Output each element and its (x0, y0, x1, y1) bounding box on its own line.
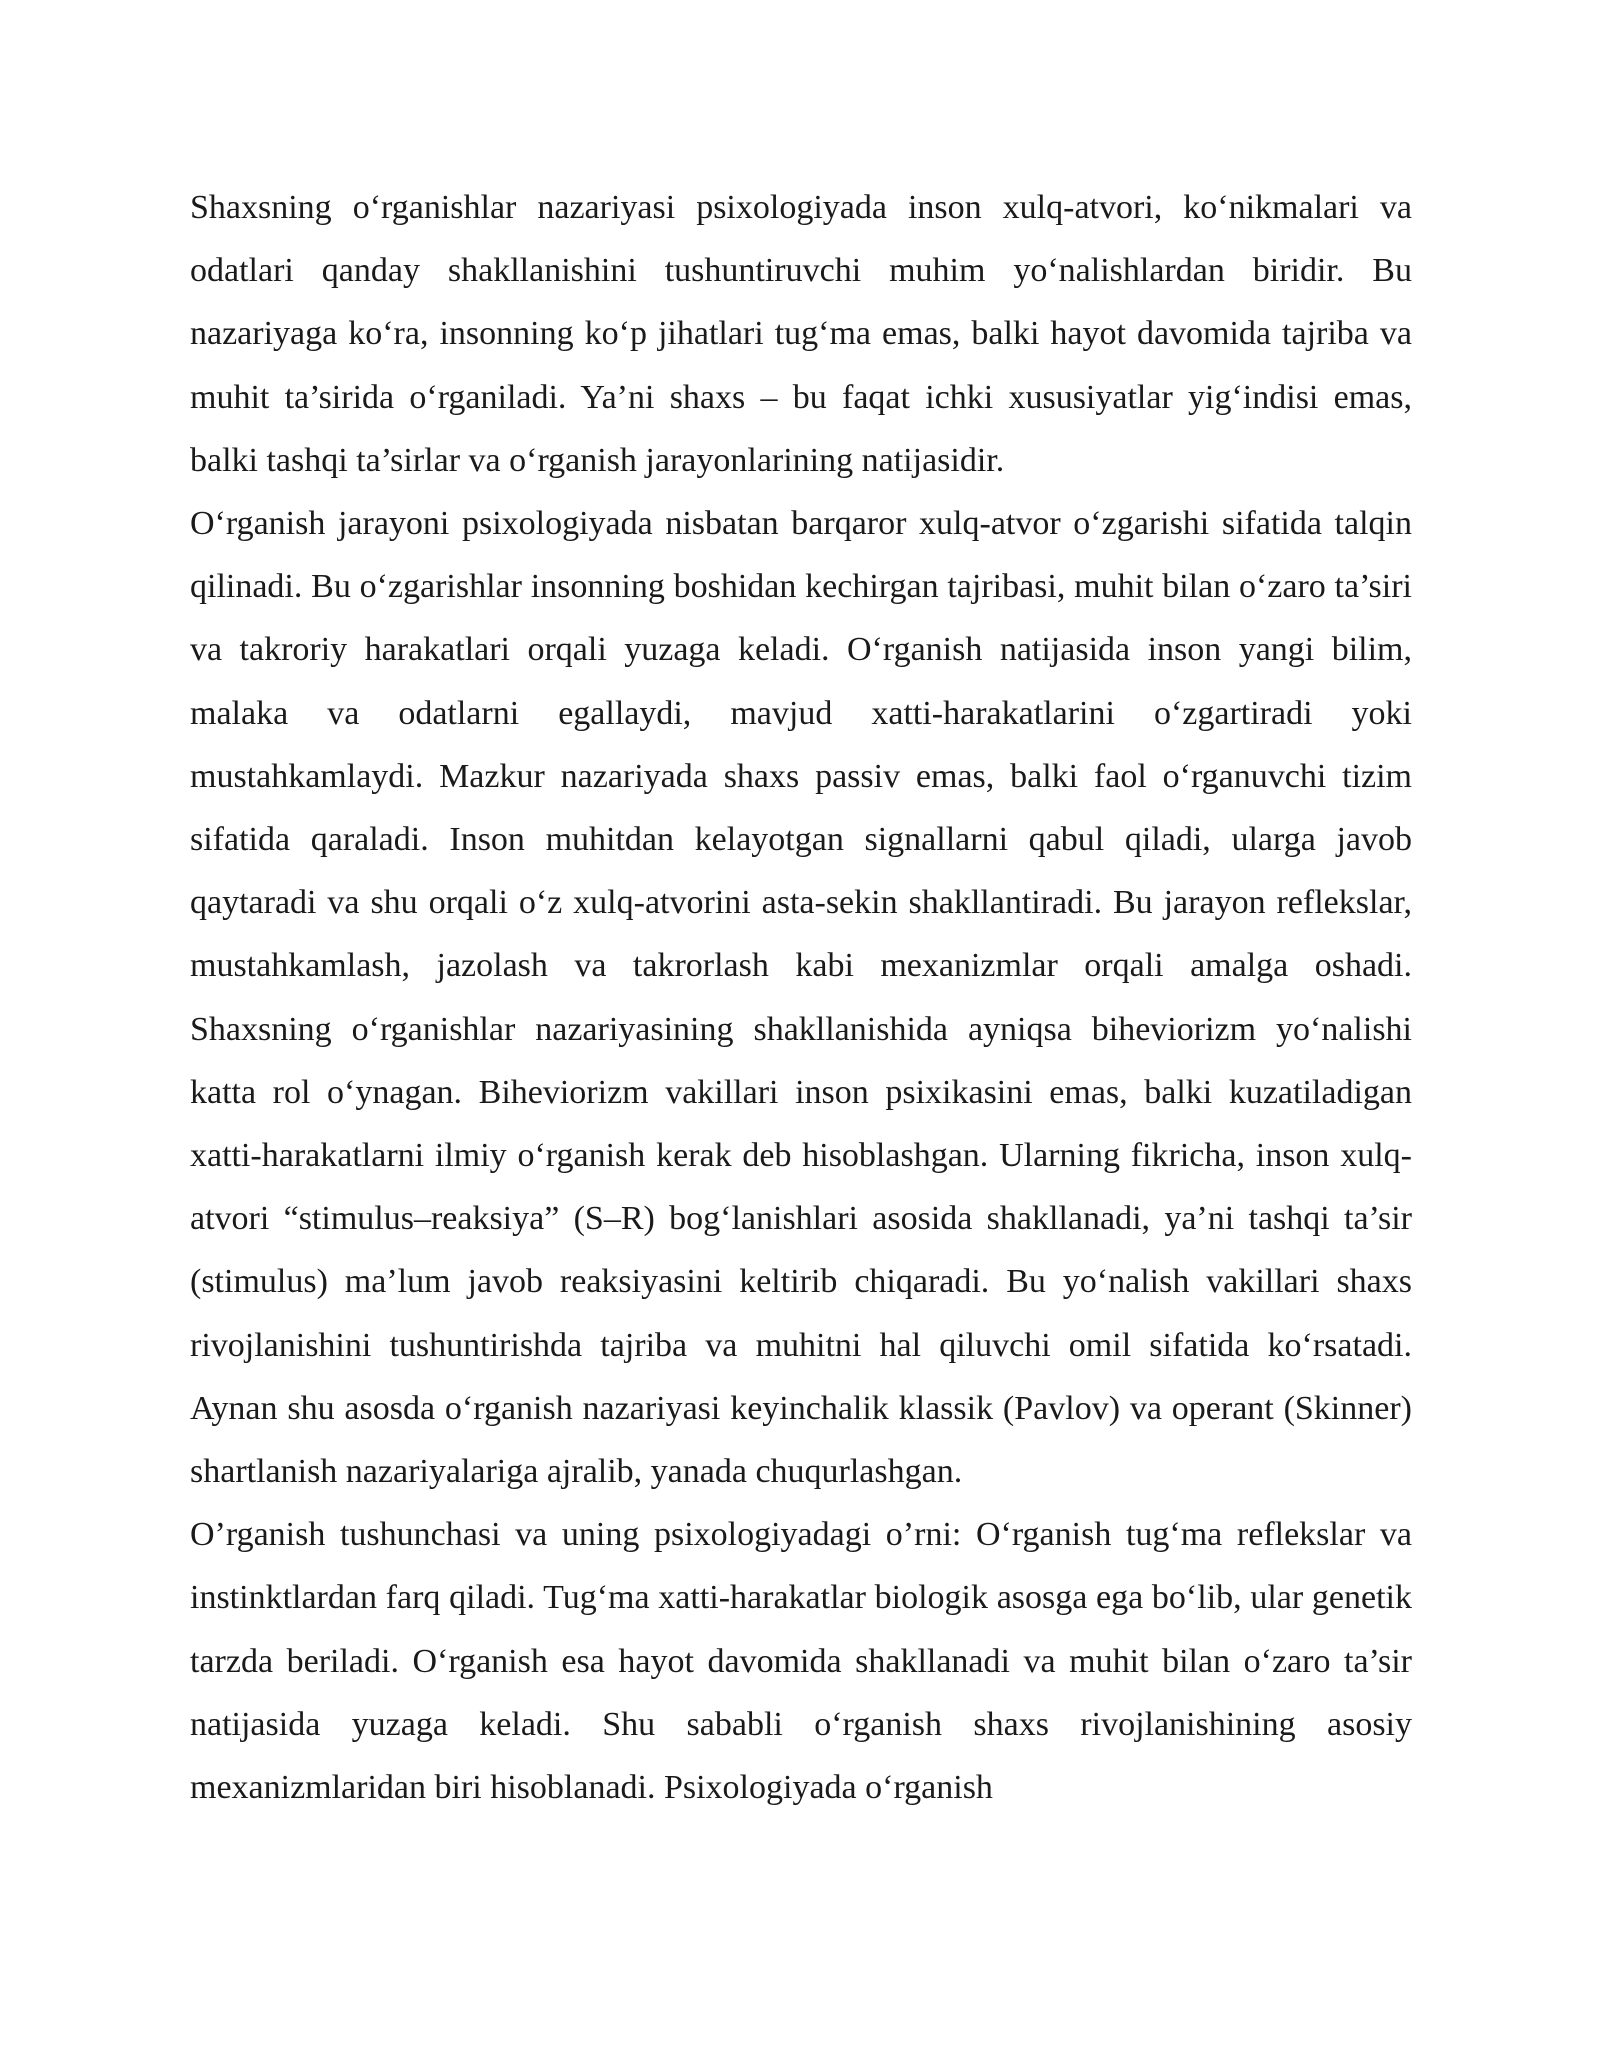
paragraph-2: O‘rganish jarayoni psixologiyada nisbatan barqaror xulq-atvor o‘zgarishi sifatida talqin qilinadi. Bu o‘zgarishlar insonning boshidan kechirgan tajribasi, muhit bilan o‘zaro ta’siri va takroriy harakatlari orqali yuzaga keladi. O‘rganish natijasida inson yangi bilim, malaka va odatlarni egallaydi, mavjud xatti-harakatlarini o‘zgartiradi yoki mustahkamlaydi. Mazkur nazariyada shaxs passiv emas, balki faol o‘rganuvchi tizim sifatida qaraladi. Inson muhitdan kelayotgan signallarni qabul qiladi, ularga javob qaytaradi va shu orqali o‘z xulq-atvorini asta-sekin shakllantiradi. Bu jarayon reflekslar, mustahkamlash, jazolash va takrorlash kabi mexanizmlar orqali amalga oshadi. Shaxsning o‘rganishlar nazariyasining shakllanishida ayniqsa biheviorizm yo‘nalishi katta rol o‘ynagan. Biheviorizm vakillari inson psixikasini emas, balki kuzatiladigan xatti-harakatlarni ilmiy o‘rganish kerak deb hisoblashgan. Ularning fikricha, inson xulq-atvori “stimulus–reaksiya” (S–R) bog‘lanishlari asosida shakllanadi, ya’ni tashqi ta’sir (stimulus) ma’lum javob reaksiyasini keltirib chiqaradi. Bu yo‘nalish vakillari shaxs rivojlanishini tushuntirishda tajriba va muhitni hal qiluvchi omil sifatida ko‘rsatadi. Aynan shu asosda o‘rganish nazariyasi keyinchalik klassik (Pavlov) va operant (Skinner) shartlanish nazariyalariga ajralib, yanada chuqurlashgan. (190, 505, 1412, 1491)
paragraph-1: Shaxsning o‘rganishlar nazariyasi psixologiyada inson xulq-atvori, ko‘nikmalari va odatlari qanday shakllanishini tushuntiruvchi muhim yo‘nalishlardan biridir. Bu nazariyaga ko‘ra, insonning ko‘p jihatlari tug‘ma emas, balki hayot davomida tajriba va muhit ta’sirida o‘rganiladi. Ya’ni shaxs – bu faqat ichki xususiyatlar yig‘indisi emas, balki tashqi ta’sirlar va o‘rganish jarayonlarining natijasidir. (190, 189, 1412, 479)
body-text (190, 176, 1412, 1819)
paragraph-3: O’rganish tushunchasi va uning psixologiyadagi o’rni: O‘rganish tug‘ma reflekslar va instinktlardan farq qiladi. Tug‘ma xatti-harakatlar biologik asosga ega bo‘lib, ular genetik tarzda beriladi. O‘rganish esa hayot davomida shakllanadi va muhit bilan o‘zaro ta’sir natijasida yuzaga keladi. Shu sababli o‘rganish shaxs rivojlanishining asosiy mexanizmlaridan biri hisoblanadi. Psixologiyada o‘rganish (190, 1516, 1412, 1807)
